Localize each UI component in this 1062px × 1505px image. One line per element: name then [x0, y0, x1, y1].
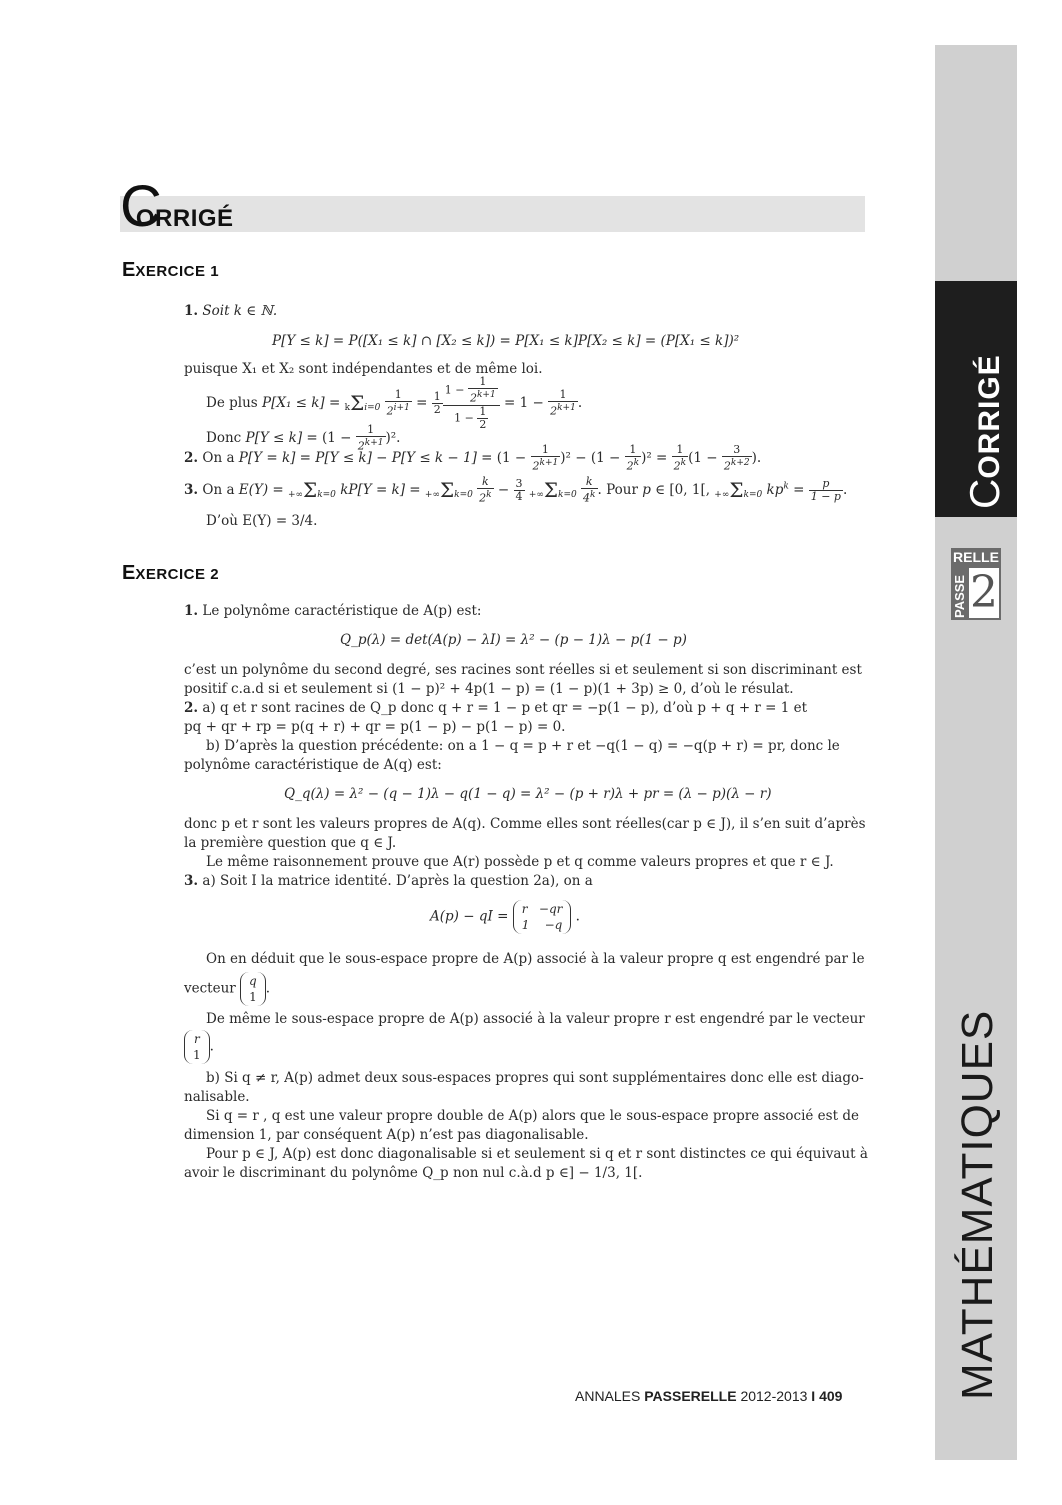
ex2-line-19: Si q = r , q est une valeur propre double de A(p) alors que le sous-espace propre associé est de: [206, 1108, 859, 1124]
ex1-donc: Donc P[Y ≤ k] = (1 − $\frac{1}{2^{k+1}}$ )².: [206, 423, 401, 453]
exercise-1-heading: EXERCICE 1: [122, 259, 220, 281]
ex2-line-12: Le même raisonnement prouve que A(r) possède p et q comme valeurs propres et que r ∈ J.: [206, 854, 834, 870]
ex1-line-3b: 3. On a E(Y) = +∞Σk=0 kP[Y = k] = +∞Σk=0 $\frac{k}{2^k}$ − $\frac{3}{4}$ +∞Σk=0 $\frac{k}{4^k}$ . Pour p ∈ [0, 1[, +∞Σk=0 $kp^k$ = $\frac{p}{1 - p}$ .: [184, 475, 848, 505]
page-title: CORRIGÉ: [120, 174, 234, 239]
ex2-line-13: 3. a) Soit I la matrice identité. D’après la question 2a), on a: [184, 873, 593, 889]
ex1-formula-2: De plus P[X₁ ≤ k] = kΣi=0 $\frac{1}{2^{i+1}}$ = $\frac{1}{2}$ 1 − $\frac{1}{2^{k+1}}$ 1 − $\frac{1}{2}$ = 1 − $\frac{1}{2^{k+1}}$ .: [206, 375, 583, 431]
ex2-line-7: b) D’après la question précédente: on a 1 − q = p + r et −q(1 − q) = −q(p + r) = pr, donc le: [206, 738, 840, 754]
ex2-line-16: De même le sous-espace propre de A(p) associé à la valeur propre r est engendré par le vecteur: [206, 1011, 865, 1027]
ex1-line-3: puisque X₁ et X₂ sont indépendantes et de même loi.: [184, 361, 543, 377]
ex1-line-1: 1. Soit k ∈ ℕ.: [184, 303, 278, 319]
ex2-line-22: avoir le discriminant du polynôme Q_p non nul c.à.d p ∈] − 1/3, 1[.: [184, 1165, 643, 1181]
exercise-2-heading: EXERCICE 2: [122, 562, 220, 584]
ex2-line-21: Pour p ∈ J, A(p) est donc diagonalisable si et seulement si q et r sont distinctes ce qui équivaut à: [206, 1146, 868, 1162]
ex2-line-14: On en déduit que le sous-espace propre de A(p) associé à la valeur propre q est engendré par le: [206, 951, 865, 967]
ex2-line-10: donc p et r sont les valeurs propres de A(q). Comme elles sont réelles(car p ∈ J), il s’en suit d’après: [184, 816, 866, 832]
ex1-conclusion: D’où E(Y) = 3/4.: [206, 513, 318, 529]
vector-q1: q 1: [240, 972, 266, 1006]
passerelle-logo: RELLE PASSE 2: [951, 548, 1001, 620]
page-footer: ANNALES PASSERELLE 2012-2013 I 409: [575, 1388, 843, 1404]
ex2-matrix-formula: A(p) − qI = r −qr 1 −q .: [430, 902, 580, 932]
sidebar: [935, 45, 1017, 1460]
ex1-formula-1: P[Y ≤ k] = P([X₁ ≤ k] ∩ [X₂ ≤ k]) = P[X₁ ≤ k]P[X₂ ≤ k] = (P[X₁ ≤ k])²: [272, 333, 740, 349]
ex2-line-17: b) Si q ≠ r, A(p) admet deux sous-espaces propres qui sont supplémentaires donc elle est diago-: [206, 1070, 864, 1086]
subject-label: MATHÉMATIQUES: [953, 1009, 1002, 1400]
matrix: r −qr 1 −q: [513, 900, 572, 934]
ex2-line-20: dimension 1, par conséquent A(p) n’est pas diagonalisable.: [184, 1127, 589, 1143]
ex2-line-6: pq + qr + rp = p(q + r) + qr = p(1 − p) − p(1 − p) = 0.: [184, 719, 566, 735]
ex2-line-11: la première question que q ∈ J.: [184, 835, 397, 851]
vector-r1: r 1: [184, 1030, 210, 1064]
section-tab: [935, 281, 1017, 517]
ex2-vector-r1: r 1 .: [184, 1030, 214, 1064]
ex2-line-1: 1. Le polynôme caractéristique de A(p) est:: [184, 603, 482, 619]
ex2-line-5: 2. a) q et r sont racines de Q_p donc q + r = 1 − p et qr = −p(1 − p), d’où p + q + r = 1 et: [184, 700, 808, 716]
ex2-line-8: polynôme caractéristique de A(q) est:: [184, 757, 442, 773]
ex2-line-4: positif c.a.d si et seulement si (1 − p)² + 4p(1 − p) = (1 − p)(1 + 3p) ≥ 0, d’où le résulat.: [184, 681, 794, 697]
ex2-formula-2: Q_q(λ) = λ² − (q − 1)λ − q(1 − q) = λ² − (p + r)λ + pr = (λ − p)(λ − r): [284, 786, 772, 802]
ex2-formula-1: Q_p(λ) = det(A(p) − λI) = λ² − (p − 1)λ − p(1 − p): [340, 632, 687, 648]
ex1-line-2: 2. On a P[Y = k] = P[Y ≤ k] − P[Y ≤ k − 1] = (1 − $\frac{1}{2^{k+1}}$ )² − (1 − $\frac{1}{2^k}$ )² = $\frac{1}{2^k}$ (1 − $\frac{3}{2^{k+2}}$ ).: [184, 443, 762, 473]
ex2-line-18: nalisable.: [184, 1089, 250, 1105]
section-label: CORRIGÉ: [961, 354, 1008, 509]
ex2-line-15: vecteur q 1 .: [184, 974, 271, 1004]
ex2-line-3: c’est un polynôme du second degré, ses racines sont réelles si et seulement si son discriminant est: [184, 662, 862, 678]
